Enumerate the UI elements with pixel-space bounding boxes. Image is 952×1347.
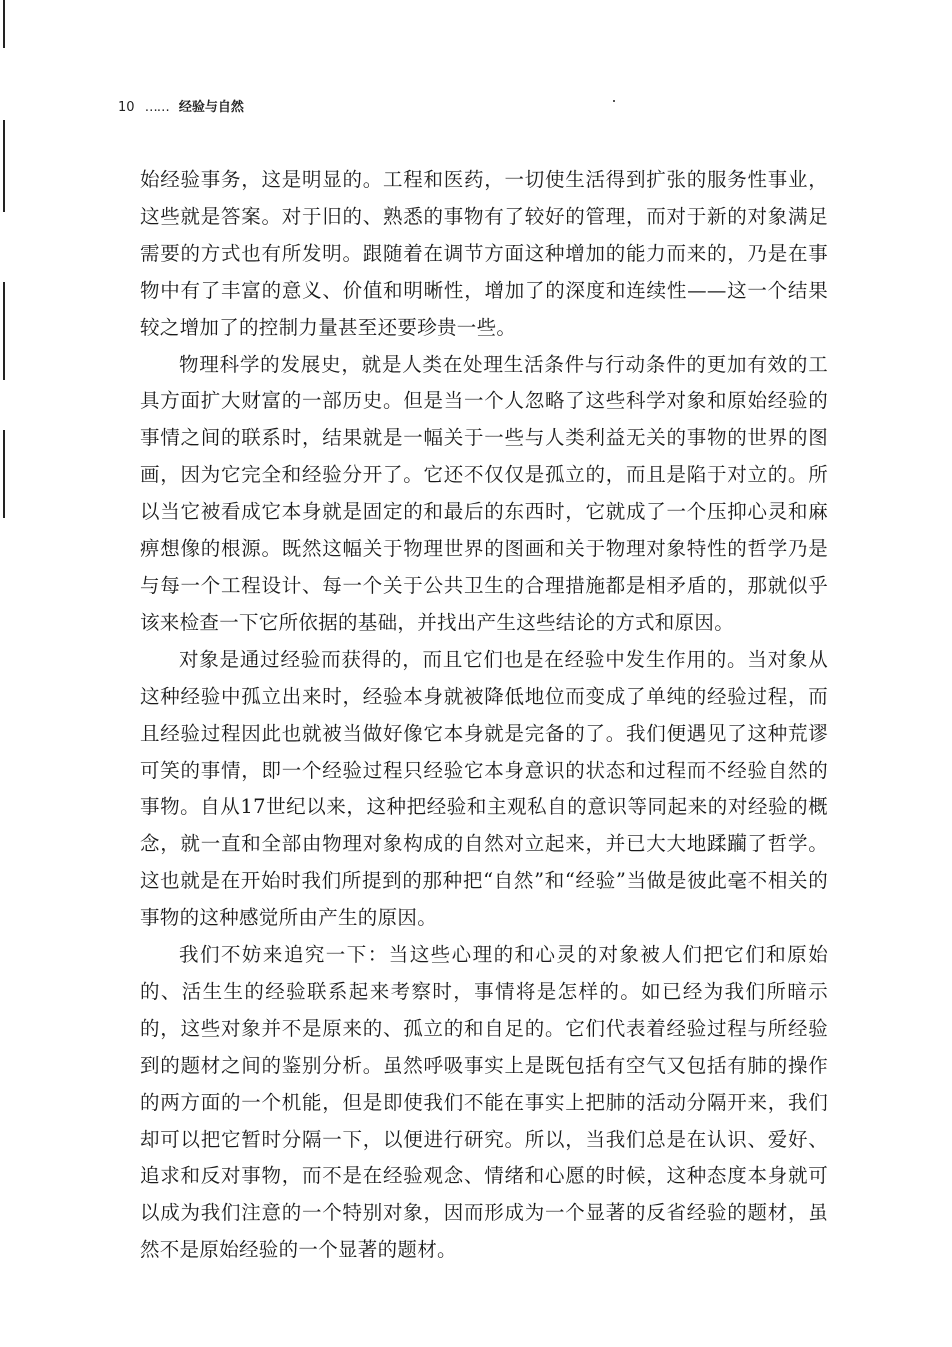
left-margin-line-4 bbox=[3, 430, 5, 518]
left-margin-line-1 bbox=[3, 0, 5, 48]
page-number: 10 bbox=[118, 100, 135, 115]
left-margin-line-3 bbox=[3, 282, 5, 380]
scan-speck bbox=[613, 100, 615, 102]
paragraph-3: 对象是通过经验而获得的，而且它们也是在经验中发生作用的。当对象从这种经验中孤立出来时，经验本身就被降低地位而变成了单纯的经验过程，而且经验过程因此也就被当做好像它本身就是完备的了。我们便遇见了这种荒谬可笑的事情，即一个经验过程只经验它本身意识的状态和过程而不经验自然的事物。自从17世纪以来，这种把经验和主观私自的意识等同起来的对经验的概念，就一直和全部由物理对象构成的自然对立起来，并已大大地蹂躏了哲学。这也就是在开始时我们所提到的那种把“自然”和“经验”当做是彼此毫不相关的事物的这种感觉所由产生的原因。 bbox=[140, 647, 828, 930]
body-text bbox=[140, 162, 828, 1269]
header-separator: …… bbox=[144, 100, 169, 115]
paragraph-1: 始经验事务，这是明显的。工程和医药，一切使生活得到扩张的服务性事业，这些就是答案。对于旧的、熟悉的事物有了较好的管理，而对于新的对象满足需要的方式也有所发明。跟随着在调节方面这种增加的能力而来的，乃是在事物中有了丰富的意义、价值和明晰性，增加了的深度和连续性——这一个结果较之增加了的控制力量甚至还要珍贵一些。 bbox=[140, 168, 828, 339]
running-title: 经验与自然 bbox=[178, 100, 244, 115]
running-header bbox=[118, 96, 244, 115]
left-margin-line-2 bbox=[3, 120, 5, 212]
paragraph-2: 物理科学的发展史，就是人类在处理生活条件与行动条件的更加有效的工具方面扩大财富的一部历史。但是当一个人忽略了这些科学对象和原始经验的事情之间的联系时，结果就是一幅关于一些与人类利益无关的事物的世界的图画，因为它完全和经验分开了。它还不仅仅是孤立的，而且是陷于对立的。所以当它被看成它本身就是固定的和最后的东西时，它就成了一个压抑心灵和麻痹想像的根源。既然这幅关于物理世界的图画和关于物理对象特性的哲学乃是与每一个工程设计、每一个关于公共卫生的合理措施都是相矛盾的，那就似乎该来检查一下它所依据的基础，并找出产生这些结论的方式和原因。 bbox=[140, 352, 828, 634]
paragraph-4: 我们不妨来追究一下：当这些心理的和心灵的对象被人们把它们和原始的、活生生的经验联系起来考察时，事情将是怎样的。如已经为我们所暗示的，这些对象并不是原来的、孤立的和自足的。它们代表着经验过程与所经验到的题材之间的鉴别分析。虽然呼吸事实上是既包括有空气又包括有肺的操作的两方面的一个机能，但是即使我们不能在事实上把肺的活动分隔开来，我们却可以把它暂时分隔一下，以便进行研究。所以，当我们总是在认识、爱好、追求和反对事物，而不是在经验观念、情绪和心愿的时候，这种态度本身就可以成为我们注意的一个特别对象，因而形成为一个显著的反省经验的题材，虽然不是原始经验的一个显著的题材。 bbox=[140, 943, 828, 1262]
